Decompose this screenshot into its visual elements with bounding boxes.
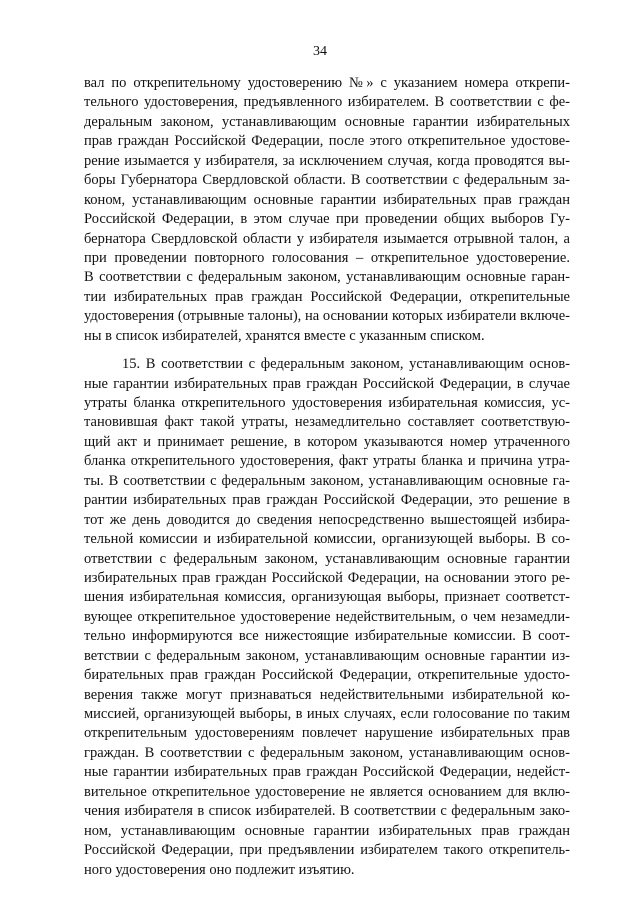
text-line: коном, устанавливающим основные гарантии избирательных прав граждан bbox=[84, 191, 570, 208]
text-line: ные гарантии избирательных прав граждан Российской Федерации, недейст- bbox=[84, 764, 570, 781]
text-line: открепительным удостоверениям повлечет нарушение избирательных прав bbox=[84, 725, 570, 742]
text-line: тот же день доводится до сведения непосредственно вышестоящей избира- bbox=[84, 511, 570, 528]
text-line: бланка открепительного удостоверения, факт утраты бланка и причина утра- bbox=[84, 453, 570, 470]
text-line: избирательных прав граждан Российской Федерации, на основании этого ре- bbox=[84, 569, 570, 586]
text-line: Российской Федерации, в этом случае при проведении общих выборов Гу- bbox=[84, 211, 570, 228]
text-line: деральным законом, устанавливающим основные гарантии избирательных bbox=[84, 113, 570, 130]
text-line: ты. В соответствии с федеральным законом, устанавливающим основные га- bbox=[84, 472, 570, 489]
text-line: тельной комиссии и избирательной комиссии, организующей выборы. В со- bbox=[84, 531, 570, 548]
text-line: верения также могут признаваться недействительными избирательной ко- bbox=[84, 686, 570, 703]
text-line: Российской Федерации, при предъявлении избирателем такого открепитель- bbox=[84, 842, 570, 859]
text-line: вительное открепительное удостоверение не является основанием для вклю- bbox=[84, 783, 570, 800]
text-line: В соответствии с федеральным законом, устанавливающим основные гаран- bbox=[84, 269, 570, 286]
text-line: бирательных прав граждан Российской Федерации, открепительные удосто- bbox=[84, 667, 570, 684]
paragraph-gap bbox=[84, 346, 570, 355]
text-line: прав граждан Российской Федерации, после этого открепительное удостове- bbox=[84, 133, 570, 150]
text-line: 15. В соответствии с федеральным законом, устанавливающим основ- bbox=[122, 356, 570, 373]
text-line: шения избирательная комиссия, организующая выборы, признает соответст- bbox=[84, 589, 570, 606]
text-line: вал по открепительному удостоверению №» с указанием номера открепи- bbox=[84, 75, 570, 91]
text-line: тановившая факт такой утраты, незамедлительно составляет соответствую- bbox=[84, 414, 570, 431]
text-line: тельно информируются все нижестоящие избирательные комиссии. В соот- bbox=[84, 628, 570, 645]
text-line: утраты бланка открепительного удостоверения избирательная комиссия, ус- bbox=[84, 395, 570, 411]
text-line: вующее открепительное удостоверение недействительным, о чем незамедли- bbox=[84, 608, 570, 625]
paragraph bbox=[84, 74, 570, 346]
text-line: при проведении повторного голосования – открепительное удостоверение. bbox=[84, 249, 570, 266]
text-line: бернатора Свердловской области у избирателя изымается отрывной талон, а bbox=[84, 230, 570, 247]
text-line: миссией, организующей выборы, в иных случаях, если голосование по таким bbox=[84, 706, 570, 722]
text-line: ответствии с федеральным законом, устанавливающим основные гарантии bbox=[84, 550, 570, 567]
text-line: чения избирателя в список избирателей. В соответствии с федеральным зако- bbox=[84, 803, 570, 820]
text-line: рантии избирательных прав граждан Российской Федерации, это решение в bbox=[84, 492, 570, 509]
body-text bbox=[84, 74, 570, 880]
paragraph bbox=[84, 355, 570, 880]
text-line: удостоверения (отрывные талоны), на основании которых избиратели включе- bbox=[84, 308, 570, 325]
text-line: тельного удостоверения, предъявленного избирателем. В соответствии с фе- bbox=[84, 94, 570, 111]
text-line: щий акт и принимает решение, в котором указываются номер утраченного bbox=[84, 433, 570, 450]
text-line: ного удостоверения оно подлежит изъятию. bbox=[84, 861, 355, 878]
text-line: тии избирательных прав граждан Российской Федерации, открепительные bbox=[84, 288, 570, 305]
text-line: ветствии с федеральным законом, устанавливающим основные гарантии из- bbox=[84, 647, 570, 664]
text-line: ном, устанавливающим основные гарантии избирательных прав граждан bbox=[84, 822, 570, 839]
text-line: рение изымается у избирателя, за исключением случая, когда проводятся вы- bbox=[84, 152, 570, 169]
text-line: ные гарантии избирательных прав граждан Российской Федерации, в случае bbox=[84, 375, 570, 392]
text-line: ны в список избирателей, хранятся вместе с указанным списком. bbox=[84, 327, 485, 344]
text-line: боры Губернатора Свердловской области. В соответствии с федеральным за- bbox=[84, 172, 570, 189]
text-line: граждан. В соответствии с федеральным законом, устанавливающим основ- bbox=[84, 744, 570, 761]
page-number: 34 bbox=[313, 44, 327, 59]
